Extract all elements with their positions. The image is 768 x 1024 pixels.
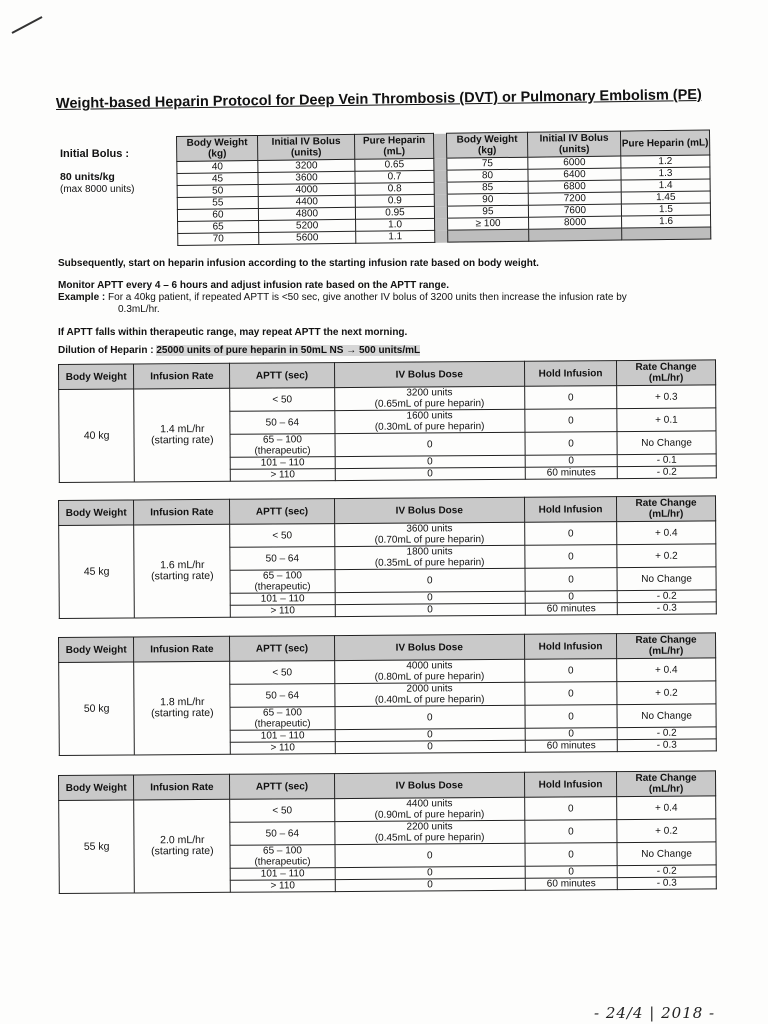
rate-change-cell [617, 454, 716, 467]
iv-bolus-cell-text: 0 [426, 711, 433, 723]
infusion-header-cell: Hold Infusion [524, 361, 616, 387]
bolus-heparin-cell: 1.2 [621, 155, 710, 168]
aptt-cell-text: 101 – 110 [260, 457, 305, 469]
infusion-header-cell: Rate Change (mL/hr) [617, 496, 716, 522]
bolus-weight-cell: 85 [447, 181, 528, 194]
infusion-header-cell: Infusion Rate [134, 774, 230, 800]
infusion-header-cell: APTT (sec) [230, 363, 334, 389]
bolus-gap [433, 133, 446, 158]
infusion-header-cell: APTT (sec) [230, 499, 334, 525]
bolus-units-cell: 6800 [528, 180, 621, 193]
note-example-text: For a 40kg patient, if repeated APTT is <50 sec, give another IV bolus of 3200 units then increase the infusion rate by [108, 292, 627, 303]
initial-bolus-dose: 80 units/kg [60, 171, 115, 183]
iv-bolus-cell [335, 878, 525, 891]
iv-bolus-cell-text: 1600 units [406, 410, 453, 422]
bolus-units-cell: 4800 [258, 207, 355, 220]
rate-change-cell [617, 521, 716, 545]
hold-infusion-cell-text: 0 [568, 455, 574, 467]
note-example-cont: 0.3mL/hr. [118, 304, 160, 315]
hold-infusion-cell-text: 0 [567, 802, 574, 814]
aptt-cell [230, 434, 334, 458]
hold-infusion-cell-text: 60 minutes [546, 467, 596, 479]
infusion-header-cell: Rate Change (mL/hr) [617, 633, 716, 659]
infusion-rate-note: (starting rate) [151, 433, 214, 447]
bolus-weight-cell: 70 [178, 232, 259, 245]
rate-change-cell-text: + 0.2 [655, 687, 678, 699]
infusion-header-cell: Body Weight [59, 775, 134, 801]
bolus-header-weight: Body Weight (kg) [177, 136, 258, 162]
iv-bolus-cell [335, 843, 526, 867]
body-weight-cell: 50 kg [59, 662, 135, 756]
rate-change-cell-text: + 0.1 [655, 414, 678, 426]
hold-infusion-cell [525, 659, 617, 683]
aptt-cell [230, 799, 334, 823]
infusion-header-cell: Body Weight [59, 364, 134, 390]
bolus-units-cell: 3200 [258, 159, 355, 172]
note-example-label: Example : [58, 292, 106, 303]
pen-mark [12, 16, 43, 34]
bolus-header-heparin: Pure Heparin (mL) [354, 133, 433, 159]
bolus-gap [434, 170, 447, 182]
aptt-cell [230, 570, 334, 594]
infusion-rate-cell [134, 799, 231, 893]
hold-infusion-cell [525, 568, 617, 592]
aptt-cell-text: < 50 [272, 804, 293, 817]
aptt-cell-text: < 50 [272, 666, 293, 679]
infusion-rate-note: (starting rate) [151, 844, 214, 858]
hold-infusion-cell [525, 878, 617, 891]
bolus-weight-cell: 60 [177, 208, 258, 221]
hold-infusion-cell-text: 0 [568, 728, 574, 740]
aptt-cell [230, 524, 334, 548]
iv-bolus-cell-text: 0 [426, 574, 433, 586]
body-weight-cell: 55 kg [59, 800, 135, 894]
hold-infusion-cell [525, 522, 617, 546]
aptt-cell-text: 65 – 100 [262, 570, 302, 582]
infusion-rate: 1.8 mL/hr [160, 695, 205, 709]
hold-infusion-cell-text: 0 [568, 414, 574, 426]
aptt-cell [230, 730, 334, 743]
bolus-weight-cell: 45 [177, 173, 258, 186]
iv-bolus-cell-text: 0 [427, 456, 433, 468]
hold-infusion-cell [525, 409, 617, 433]
infusion-rate: 1.6 mL/hr [160, 558, 205, 572]
initial-bolus-max: (max 8000 units) [60, 184, 135, 195]
rate-change-cell-text: + 0.2 [655, 825, 678, 837]
rate-change-cell-text: - 0.3 [656, 877, 677, 889]
rate-change-cell [617, 796, 716, 820]
bolus-units-cell: 7600 [528, 204, 621, 217]
bolus-gap [435, 230, 448, 242]
iv-bolus-cell-text: 0 [427, 592, 433, 604]
aptt-cell-text: > 110 [270, 880, 296, 892]
infusion-header-cell: Hold Infusion [524, 497, 616, 523]
body-weight-cell: 40 kg [59, 389, 135, 483]
iv-bolus-cell-text: 3600 units [406, 523, 453, 535]
aptt-cell-text: 101 – 110 [260, 593, 305, 605]
bolus-weight-cell [448, 229, 529, 242]
hold-infusion-cell [525, 603, 617, 616]
hold-infusion-cell [525, 728, 617, 741]
aptt-cell [231, 605, 335, 618]
iv-bolus-cell-text: 3200 units [406, 387, 453, 399]
bolus-weight-cell: 90 [447, 193, 528, 206]
iv-bolus-cell-text: (0.90mL of pure heparin) [374, 809, 485, 821]
aptt-cell [230, 684, 334, 708]
aptt-cell-text: < 50 [272, 529, 293, 542]
hold-infusion-cell-text: 0 [568, 848, 574, 860]
bolus-units-cell [529, 228, 622, 241]
aptt-cell-text: 65 – 100 [262, 845, 302, 857]
note-infusion: Subsequently, start on heparin infusion according to the starting infusion rate based on body weight. [58, 258, 539, 269]
hold-infusion-cell [525, 866, 617, 879]
aptt-cell [230, 547, 334, 571]
bolus-weight-cell: ≥ 100 [448, 217, 529, 230]
rate-change-cell-text: No Change [641, 848, 692, 860]
bolus-units-cell: 7200 [528, 192, 621, 205]
rate-change-cell-text: No Change [641, 573, 692, 585]
bolus-heparin-cell [622, 227, 711, 240]
iv-bolus-cell-text: 0 [426, 849, 433, 861]
bolus-weight-cell: 95 [447, 205, 528, 218]
iv-bolus-cell [334, 545, 525, 569]
infusion-header-cell: Hold Infusion [524, 772, 616, 798]
aptt-cell-text: 65 – 100 [262, 707, 302, 719]
hold-infusion-cell [525, 820, 617, 844]
iv-bolus-cell-text: 4000 units [406, 660, 453, 672]
bolus-heparin-cell: 1.6 [622, 215, 711, 228]
rate-change-cell-text: - 0.2 [656, 727, 677, 739]
infusion-rate: 2.0 mL/hr [160, 833, 205, 847]
rate-change-cell-text: - 0.3 [656, 739, 677, 751]
rate-change-cell [617, 385, 716, 409]
bolus-units-cell: 8000 [529, 216, 622, 229]
hold-infusion-cell [525, 705, 617, 729]
infusion-header-cell: IV Bolus Dose [334, 634, 525, 660]
infusion-header-cell: Infusion Rate [134, 499, 230, 525]
iv-bolus-cell [335, 603, 525, 616]
rate-change-cell [617, 704, 716, 728]
note-dilution-label: Dilution of Heparin : [58, 345, 154, 356]
rate-change-cell-text: + 0.4 [654, 664, 678, 676]
aptt-cell-text: 101 – 110 [260, 868, 305, 880]
hold-infusion-cell [525, 797, 617, 821]
infusion-header-cell: Infusion Rate [134, 636, 230, 662]
hold-infusion-cell-text: 0 [568, 687, 574, 699]
bolus-gap [434, 206, 447, 218]
initial-bolus-label: Initial Bolus : [60, 148, 130, 160]
iv-bolus-cell [335, 568, 526, 592]
bolus-units-cell: 5600 [259, 231, 356, 244]
note-dilution-text: 25000 units of pure heparin in 50mL NS → 500 units/mL [156, 345, 421, 356]
bolus-header-weight-2: Body Weight (kg) [446, 132, 527, 158]
bolus-body [177, 155, 711, 246]
hold-infusion-cell [525, 740, 617, 753]
aptt-cell-text: > 110 [270, 742, 296, 754]
rate-change-cell-text: + 0.4 [654, 802, 678, 814]
iv-bolus-cell-text: 0 [427, 468, 433, 480]
rate-change-cell [617, 727, 716, 740]
iv-bolus-cell [335, 432, 526, 456]
iv-bolus-cell [334, 682, 525, 706]
aptt-cell [230, 707, 334, 731]
iv-bolus-cell-text: (0.30mL of pure heparin) [374, 421, 485, 433]
bolus-units-cell: 4400 [258, 195, 355, 208]
bolus-header-heparin-2: Pure Heparin (mL) [620, 130, 709, 156]
hold-infusion-cell [525, 386, 617, 410]
aptt-cell [230, 411, 334, 435]
bolus-heparin-cell: 1.3 [621, 167, 710, 180]
infusion-rate-note: (starting rate) [151, 706, 214, 720]
bolus-header-units: Initial IV Bolus (units) [258, 134, 355, 160]
rate-change-cell-text: No Change [641, 710, 692, 722]
rate-change-cell-text: - 0.2 [656, 466, 677, 478]
infusion-table-2 [58, 495, 717, 619]
iv-bolus-cell-text: (0.70mL of pure heparin) [374, 534, 485, 546]
iv-bolus-cell-text: (0.40mL of pure heparin) [374, 694, 485, 706]
rate-change-cell-text: - 0.1 [656, 454, 677, 466]
hold-infusion-cell [525, 455, 617, 468]
iv-bolus-cell-text: 0 [427, 604, 433, 616]
aptt-cell-text: (therapeutic) [254, 445, 311, 457]
aptt-cell-text: (therapeutic) [254, 856, 311, 868]
hold-infusion-cell-text: 0 [567, 391, 574, 403]
hold-infusion-cell-text: 0 [567, 664, 574, 676]
rate-change-cell [617, 842, 716, 866]
note-example [58, 292, 627, 303]
hold-infusion-cell-text: 0 [568, 825, 574, 837]
infusion-header-cell: Rate Change (mL/hr) [617, 771, 716, 797]
hold-infusion-cell [525, 591, 617, 604]
aptt-cell [230, 457, 334, 470]
aptt-cell-text: > 110 [270, 605, 296, 617]
rate-change-cell [617, 590, 716, 603]
bolus-heparin-cell: 1.4 [621, 179, 710, 192]
iv-bolus-cell-text: 0 [426, 438, 433, 450]
rate-change-cell [617, 431, 716, 455]
bolus-heparin-cell: 0.7 [355, 170, 434, 183]
bolus-units-cell: 6400 [528, 168, 621, 181]
infusion-header-cell: IV Bolus Dose [334, 497, 525, 523]
hold-infusion-cell-text: 0 [568, 550, 574, 562]
iv-bolus-cell [334, 820, 525, 844]
bolus-heparin-cell: 0.95 [355, 206, 434, 219]
bolus-heparin-cell: 1.5 [621, 203, 710, 216]
infusion-rate-cell [134, 661, 231, 755]
iv-bolus-cell-text: (0.45mL of pure heparin) [374, 832, 485, 844]
iv-bolus-cell-text: (0.65mL of pure heparin) [374, 398, 485, 410]
hold-infusion-cell-text: 0 [568, 573, 574, 585]
bolus-gap [434, 158, 447, 170]
bolus-heparin-cell: 0.9 [355, 194, 434, 207]
aptt-cell [231, 742, 335, 755]
iv-bolus-cell-text: (0.80mL of pure heparin) [374, 671, 485, 683]
infusion-header-cell: Hold Infusion [524, 634, 616, 660]
bolus-heparin-cell: 1.1 [356, 230, 435, 243]
bolus-weight-cell: 65 [178, 220, 259, 233]
rate-change-cell [617, 544, 716, 568]
bolus-weight-cell: 55 [177, 196, 258, 209]
rate-change-cell-text: + 0.2 [655, 550, 678, 562]
iv-bolus-cell [334, 386, 525, 410]
infusion-header-cell: Infusion Rate [134, 363, 230, 389]
bolus-gap [434, 194, 447, 206]
note-monitor: Monitor APTT every 4 – 6 hours and adjust infusion rate based on the APTT range. [58, 280, 449, 291]
hold-infusion-cell [525, 467, 617, 480]
infusion-rate: 1.4 mL/hr [160, 422, 205, 436]
hold-infusion-cell-text: 0 [568, 591, 574, 603]
rate-change-cell [617, 739, 716, 752]
infusion-header-cell: Body Weight [59, 500, 134, 526]
aptt-cell-text: 101 – 110 [260, 730, 305, 742]
rate-change-cell-text: - 0.2 [656, 590, 677, 602]
bolus-gap [434, 182, 447, 194]
note-dilution [58, 345, 420, 356]
rate-change-cell [617, 877, 716, 890]
bolus-weight-cell: 40 [177, 161, 258, 174]
bolus-units-cell: 4000 [258, 183, 355, 196]
iv-bolus-cell-text: 4400 units [406, 798, 453, 810]
aptt-cell-text: 65 – 100 [262, 434, 302, 446]
infusion-table-1 [58, 359, 717, 483]
iv-bolus-cell [335, 705, 526, 729]
bolus-units-cell: 5200 [259, 219, 356, 232]
iv-bolus-cell [334, 659, 525, 683]
rate-change-cell-text: + 0.3 [654, 391, 678, 403]
bolus-heparin-cell: 1.0 [356, 218, 435, 231]
infusion-rate-note: (starting rate) [151, 569, 214, 583]
infusion-header-cell: IV Bolus Dose [334, 772, 525, 798]
rate-change-cell [617, 466, 716, 479]
infusion-header-cell: APTT (sec) [230, 774, 334, 800]
rate-change-cell [617, 681, 716, 705]
iv-bolus-cell-text: 2200 units [406, 821, 453, 833]
initial-bolus-table [176, 129, 711, 246]
bolus-heparin-cell: 1.45 [621, 191, 710, 204]
aptt-cell-text: (therapeutic) [254, 581, 311, 593]
iv-bolus-cell-text: 0 [427, 879, 433, 891]
page-title: Weight-based Heparin Protocol for Deep Vein Thrombosis (DVT) or Pulmonary Embolism (PE) [55, 86, 702, 112]
rate-change-cell [617, 567, 716, 591]
bolus-gap [435, 218, 448, 230]
bolus-weight-cell: 75 [447, 157, 528, 170]
hold-infusion-cell-text: 60 minutes [546, 878, 596, 890]
aptt-cell [230, 661, 334, 685]
bolus-units-cell: 6000 [528, 156, 621, 169]
rate-change-cell [617, 658, 716, 682]
hold-infusion-cell-text: 0 [567, 527, 574, 539]
bolus-heparin-cell: 0.65 [355, 158, 434, 171]
iv-bolus-cell-text: 2000 units [406, 683, 453, 695]
rate-change-cell [617, 865, 716, 878]
aptt-cell [231, 469, 335, 482]
hold-infusion-cell-text: 60 minutes [546, 603, 596, 615]
iv-bolus-cell [334, 409, 525, 433]
bolus-weight-cell: 80 [447, 169, 528, 182]
handwritten-date: - 24/4 | 2018 - [594, 1004, 716, 1022]
infusion-table-4 [58, 770, 717, 894]
bolus-weight-cell: 50 [177, 185, 258, 198]
rate-change-cell [617, 408, 716, 432]
aptt-cell [230, 822, 334, 846]
iv-bolus-cell [335, 467, 525, 480]
rate-change-cell-text: - 0.3 [656, 602, 677, 614]
infusion-header-cell: APTT (sec) [230, 636, 334, 662]
aptt-cell [230, 868, 334, 881]
aptt-cell [230, 593, 334, 606]
aptt-cell [231, 880, 335, 893]
hold-infusion-cell [525, 682, 617, 706]
bolus-heparin-cell: 0.8 [355, 182, 434, 195]
aptt-cell-text: 50 – 64 [265, 416, 300, 429]
iv-bolus-cell [334, 797, 525, 821]
rate-change-cell-text: + 0.4 [654, 527, 678, 539]
infusion-rate-cell [134, 388, 231, 482]
aptt-cell [230, 388, 334, 412]
infusion-table-3 [58, 632, 717, 756]
aptt-cell-text: < 50 [272, 393, 293, 406]
iv-bolus-cell-text: 0 [427, 729, 433, 741]
aptt-cell [230, 845, 334, 869]
hold-infusion-cell-text: 60 minutes [546, 740, 596, 752]
rate-change-cell [617, 602, 716, 615]
rate-change-cell [617, 819, 716, 843]
iv-bolus-cell-text: 0 [427, 741, 433, 753]
iv-bolus-cell-text: 0 [427, 867, 433, 879]
hold-infusion-cell-text: 0 [568, 437, 574, 449]
aptt-cell-text: > 110 [270, 469, 296, 481]
hold-infusion-cell [525, 843, 617, 867]
hold-infusion-cell-text: 0 [568, 866, 574, 878]
infusion-header-cell: Body Weight [59, 637, 134, 663]
infusion-rate-cell [134, 524, 231, 618]
hold-infusion-cell [525, 432, 617, 456]
iv-bolus-cell [334, 522, 525, 546]
bolus-header-units-2: Initial IV Bolus (units) [527, 131, 620, 157]
hold-infusion-cell-text: 0 [568, 710, 574, 722]
body-weight-cell: 45 kg [59, 525, 135, 619]
iv-bolus-cell [335, 740, 525, 753]
bolus-units-cell: 3600 [258, 171, 355, 184]
infusion-header-cell: IV Bolus Dose [334, 361, 525, 387]
rate-change-cell-text: No Change [641, 437, 692, 449]
note-repeat: If APTT falls within therapeutic range, may repeat APTT the next morning. [58, 327, 408, 338]
rate-change-cell-text: - 0.2 [656, 865, 677, 877]
aptt-cell-text: 50 – 64 [265, 552, 300, 565]
aptt-cell-text: 50 – 64 [265, 827, 300, 840]
iv-bolus-cell-text: (0.35mL of pure heparin) [374, 557, 485, 569]
infusion-header-cell: Rate Change (mL/hr) [617, 360, 716, 386]
hold-infusion-cell [525, 545, 617, 569]
aptt-cell-text: (therapeutic) [254, 718, 311, 730]
iv-bolus-cell-text: 1800 units [406, 546, 453, 558]
aptt-cell-text: 50 – 64 [265, 689, 300, 702]
